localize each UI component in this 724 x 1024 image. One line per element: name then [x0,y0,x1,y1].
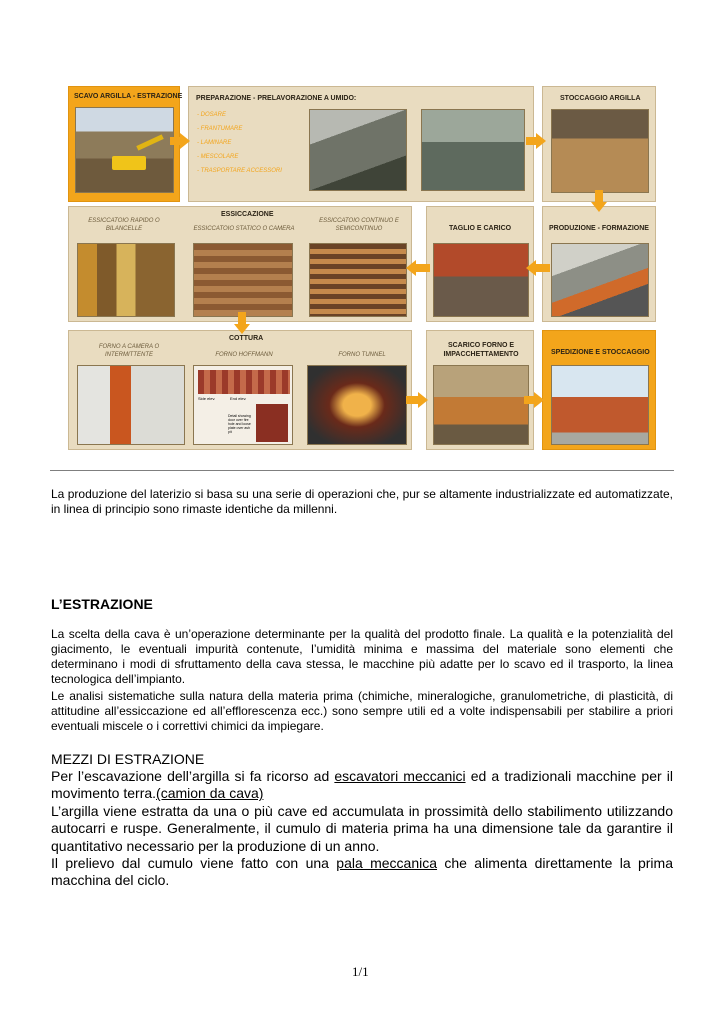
panel-spedizione [542,330,656,450]
hoffmann-kiln-drawing [193,365,293,445]
forno-hoffmann-label: FORNO HOFFMANN [215,352,273,358]
prep-item-5: - TRASPORTARE ACCESSORI [197,168,282,174]
panel-scavo-title: SCAVO ARGILLA - ESTRAZIONE [74,93,183,100]
panel-scarico-title: SCARICO FORNO E IMPACCHETTAMENTO [443,342,519,358]
continuous-dryer-photo [309,243,407,317]
panel-produzione [542,206,656,322]
tunnel-kiln-photo [307,365,407,445]
panel-preparazione-title: PREPARAZIONE - PRELAVORAZIONE A UMIDO: [196,95,357,102]
panel-produzione-title: PRODUZIONE - FORMAZIONE [549,225,649,232]
panel-stoccaggio-title: STOCCAGGIO ARGILLA [560,95,641,102]
link-camion-da-cava[interactable]: (camion da cava) [156,785,264,802]
mezzi-text-5: che alimenta direttamente la prima macchina del ciclo. [51,855,673,889]
mezzi-text-1: Per l’escavazione dell’argilla si fa ricorso ad [51,768,335,784]
prep-item-1: - DOSARE [197,112,227,118]
excavator-photo [75,107,174,193]
unloading-photo [433,365,529,445]
panel-cottura [68,330,412,450]
panel-taglio-title: TAGLIO E CARICO [449,225,512,232]
horizontal-rule [50,470,674,471]
mezzi-heading: MEZZI DI ESTRAZIONE [51,751,205,767]
link-escavatori-meccanici[interactable]: escavatori meccanici [334,768,466,784]
mezzi-text-3: L’argilla viene estratta da una o più cave ed accumulata in prossimità dello stabilimento utilizzando autocarri e ruspe. Generalmente, il cumulo di materia prima ha una dimensione tale da garantire il quantitativo necessario per la produzione di un anno. [51,802,673,854]
prep-item-2: - FRANTUMARE [197,126,243,132]
production-process-diagram [66,84,660,454]
panel-scarico [426,330,534,450]
cutting-photo [433,243,529,317]
forno-tunnel-label: FORNO TUNNEL [338,352,386,358]
essiccatoio-statico-label: ESSICCATOIO STATICO O CAMERA [193,226,295,232]
clay-storage-photo [551,109,649,193]
mezzi-text-2: ed a tradizionali macchine per il movimento terra. [51,768,674,802]
panel-essiccazione [68,206,412,322]
forno-camera-label: FORNO A CAMERA O INTERMITTENTE [98,344,160,358]
prep-item-3: - LAMINARE [197,140,232,146]
mixer-photo [309,109,407,191]
excavator-icon [112,156,146,170]
hoffmann-detail: Detail showing door over fire hole and loose plate over ash pit [228,414,251,434]
intro-paragraph: La produzione del laterizio si basa su una serie di operazioni che, pur se altamente industrializzate ed automatizzate, in linea di principio sono rimaste identiche da millenni. [51,487,673,516]
page-number: 1/1 [352,964,369,979]
panel-stoccaggio [542,86,656,202]
static-dryer-photo [193,243,293,317]
panel-scavo [68,86,183,202]
rapid-dryer-photo [77,243,175,317]
essiccatoio-continuo-label: ESSICCATOIO CONTINUO E SEMICONTINUO [319,218,399,232]
hoffmann-end-elev: End elev. [230,396,247,401]
link-pala-meccanica[interactable]: pala meccanica [336,855,438,872]
mezzi-text-4: Il prelievo dal cumulo viene fatto con una [51,855,337,872]
mezzi-paragraph [51,768,673,890]
shipping-photo [551,365,649,445]
chamber-kiln-photo [77,365,185,445]
panel-spedizione-title: SPEDIZIONE E STOCCAGGIO [551,349,650,356]
estrazione-paragraph-2: Le analisi sistematiche sulla natura della materia prima (chimiche, mineralogiche, granulometriche, di plasticità, di attitudine all’essiccazione ed all’efflorescenza ecc.) sono sempre utili ed a volte indispensabili per stabilire a priori eventuali miscele o i correttivi chimici da impiegare. [51,689,673,733]
panel-preparazione [188,86,534,202]
panel-essiccazione-title: ESSICCAZIONE [221,211,274,218]
panel-cottura-title: COTTURA [229,335,264,342]
hoffmann-side-elev: Side elev. [198,396,216,401]
panel-taglio [426,206,534,322]
section-heading-estrazione: L’ESTRAZIONE [51,596,153,612]
essiccatoio-rapido-label: ESSICCATOIO RAPIDO O BILANCELLE [88,218,160,232]
prep-item-4: - MESCOLARE [197,154,239,160]
plant-photo [421,109,525,191]
estrazione-paragraph-1: La scelta della cava è un’operazione determinante per la qualità del prodotto finale. La qualità e la potenzialità del giacimento, le eventuali impurità contenute, l’umidità minima e massima del materiale sono elementi che determinano i modi di sfruttamento della cava stessa, le macchine più adatte per lo scavo ed il trasporto, la linea tecnologica dell’impianto. [51,627,673,686]
forming-photo [551,243,649,317]
